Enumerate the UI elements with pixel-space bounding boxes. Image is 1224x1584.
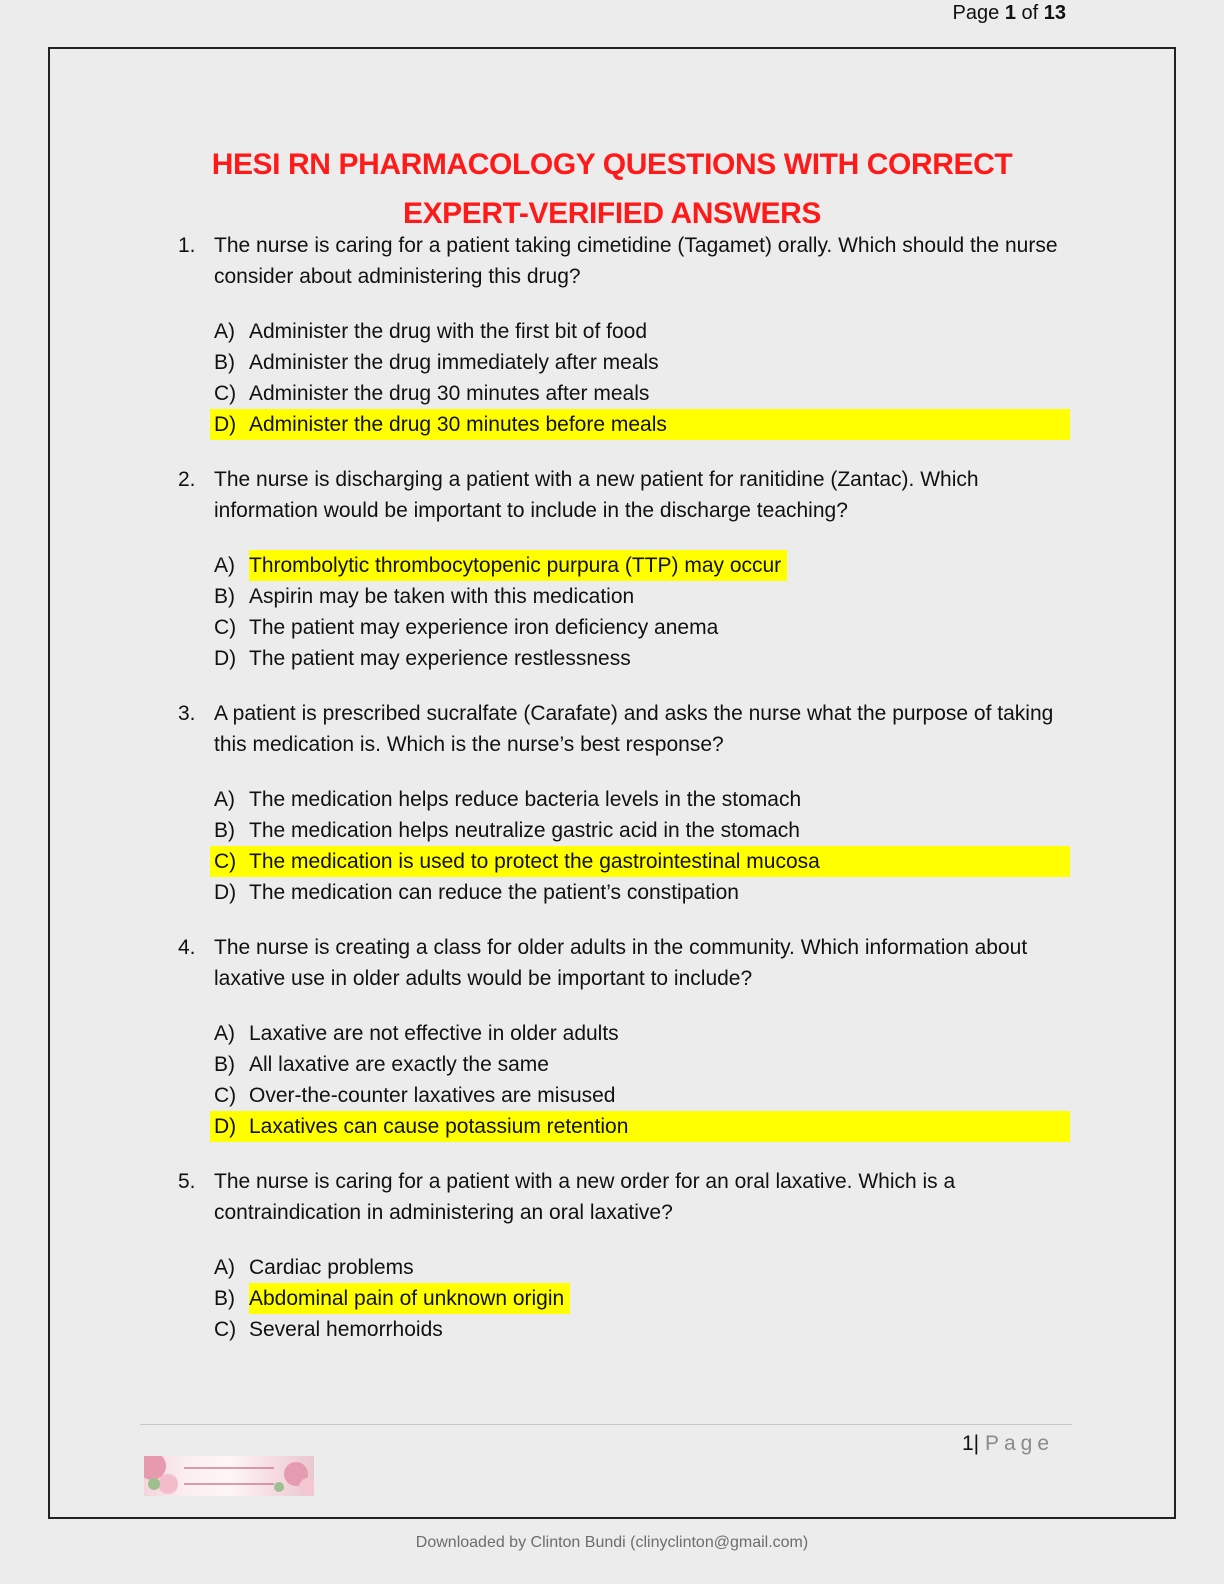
answer-option bbox=[210, 1080, 1078, 1111]
question-text: A patient is prescribed sucralfate (Carafate) and asks the nurse what the purpose of taking this medication is. Which is the nurse’s best response? bbox=[214, 702, 1054, 756]
answer-option bbox=[210, 347, 1078, 378]
answer-option bbox=[210, 316, 1078, 347]
option-text: Administer the drug 30 minutes after meals bbox=[249, 382, 650, 405]
answer-option bbox=[210, 1018, 1078, 1049]
option-text: Several hemorrhoids bbox=[249, 1318, 443, 1341]
answer-option bbox=[210, 612, 1078, 643]
option-letter: C) bbox=[214, 1318, 237, 1341]
question-stem bbox=[178, 932, 1078, 994]
answer-options bbox=[210, 550, 1078, 674]
footer-page-number bbox=[962, 1432, 1054, 1456]
question-number: 1. bbox=[178, 234, 196, 257]
question-list bbox=[178, 230, 1078, 1369]
option-text: Thrombolytic thrombocytopenic purpura (TTP) may occur bbox=[249, 550, 787, 581]
title-line-2: EXPERT-VERIFIED ANSWERS bbox=[402, 197, 822, 230]
page-current: 1 bbox=[1004, 2, 1016, 24]
page-counter bbox=[953, 2, 1066, 25]
question-item bbox=[178, 230, 1078, 440]
option-text: Aspirin may be taken with this medication bbox=[249, 585, 635, 608]
title-line-1: HESI RN PHARMACOLOGY QUESTIONS WITH CORRECT bbox=[211, 148, 1013, 181]
option-text: Abdominal pain of unknown origin bbox=[249, 1283, 570, 1314]
option-letter: A) bbox=[214, 320, 235, 343]
question-item bbox=[178, 932, 1078, 1142]
option-letter: C) bbox=[214, 616, 237, 639]
option-text: The medication is used to protect the gastrointestinal mucosa bbox=[249, 850, 820, 873]
page-of: of bbox=[1021, 2, 1039, 24]
question-item bbox=[178, 1166, 1078, 1345]
question-number: 5. bbox=[178, 1170, 196, 1193]
flower-decoration bbox=[148, 1478, 160, 1490]
option-text: Administer the drug with the first bit of food bbox=[249, 320, 648, 343]
answer-options bbox=[210, 316, 1078, 440]
footer-page-word: Page bbox=[984, 1432, 1054, 1455]
option-text: Administer the drug 30 minutes before meals bbox=[249, 413, 667, 436]
question-item bbox=[178, 698, 1078, 908]
option-text: The patient may experience restlessness bbox=[249, 647, 631, 670]
option-letter: A) bbox=[214, 1256, 235, 1279]
flower-decoration bbox=[299, 1478, 314, 1496]
correct-answer-option bbox=[210, 846, 1070, 877]
option-letter: A) bbox=[214, 554, 235, 577]
download-note: Downloaded by Clinton Bundi (clinyclinton@gmail.com) bbox=[415, 1534, 809, 1551]
answer-option bbox=[210, 1314, 1078, 1345]
question-stem bbox=[178, 1166, 1078, 1228]
flower-decoration bbox=[274, 1482, 284, 1492]
footer-page-digit: 1 bbox=[961, 1432, 974, 1455]
page-label: Page bbox=[952, 2, 1000, 24]
option-letter: A) bbox=[214, 1022, 235, 1045]
option-text: All laxative are exactly the same bbox=[249, 1053, 549, 1076]
option-letter: C) bbox=[214, 1084, 237, 1107]
correct-answer-option bbox=[210, 409, 1070, 440]
option-letter: D) bbox=[214, 1115, 237, 1138]
option-letter: B) bbox=[214, 351, 235, 374]
question-stem bbox=[178, 230, 1078, 292]
answer-option bbox=[210, 643, 1078, 674]
option-letter: D) bbox=[214, 647, 237, 670]
question-text: The nurse is caring for a patient taking cimetidine (Tagamet) orally. Which should the nurse consider about administering this drug? bbox=[214, 234, 1058, 288]
correct-answer-option bbox=[210, 1283, 1078, 1314]
answer-option bbox=[210, 815, 1078, 846]
option-text: Over-the-counter laxatives are misused bbox=[249, 1084, 616, 1107]
question-number: 3. bbox=[178, 702, 196, 725]
answer-option bbox=[210, 581, 1078, 612]
answer-options bbox=[210, 784, 1078, 908]
answer-option bbox=[210, 1252, 1078, 1283]
logo-wordmark bbox=[184, 1467, 274, 1485]
option-letter: B) bbox=[214, 585, 235, 608]
option-letter: A) bbox=[214, 788, 235, 811]
footer-separator: | bbox=[973, 1432, 980, 1455]
answer-option bbox=[210, 784, 1078, 815]
option-letter: B) bbox=[214, 819, 235, 842]
question-text: The nurse is caring for a patient with a new order for an oral laxative. Which is a contraindication in administering an oral laxative? bbox=[214, 1170, 956, 1224]
correct-answer-option bbox=[210, 550, 1078, 581]
footer-divider bbox=[140, 1424, 1072, 1425]
option-text: The medication can reduce the patient’s constipation bbox=[249, 881, 739, 904]
answer-options bbox=[210, 1018, 1078, 1142]
question-stem bbox=[178, 698, 1078, 760]
option-text: Laxatives can cause potassium retention bbox=[249, 1115, 629, 1138]
option-text: Administer the drug immediately after meals bbox=[249, 351, 659, 374]
option-letter: C) bbox=[214, 382, 237, 405]
question-number: 4. bbox=[178, 936, 196, 959]
answer-options bbox=[210, 1252, 1078, 1345]
question-text: The nurse is creating a class for older adults in the community. Which information about laxative use in older adults would be important to include? bbox=[214, 936, 1028, 990]
option-text: The patient may experience iron deficiency anema bbox=[249, 616, 719, 639]
question-text: The nurse is discharging a patient with a new patient for ranitidine (Zantac). Which information would be important to include in the discharge teaching? bbox=[214, 468, 979, 522]
answer-option bbox=[210, 1049, 1078, 1080]
option-letter: D) bbox=[214, 413, 237, 436]
question-number: 2. bbox=[178, 468, 196, 491]
flower-decoration bbox=[158, 1474, 178, 1494]
document-title bbox=[0, 140, 1224, 238]
answer-option bbox=[210, 877, 1078, 908]
option-letter: D) bbox=[214, 881, 237, 904]
option-letter: C) bbox=[214, 850, 237, 873]
brand-logo bbox=[144, 1456, 314, 1496]
question-item bbox=[178, 464, 1078, 674]
correct-answer-option bbox=[210, 1111, 1070, 1142]
option-text: The medication helps reduce bacteria levels in the stomach bbox=[249, 788, 802, 811]
option-letter: B) bbox=[214, 1287, 235, 1310]
option-text: Laxative are not effective in older adults bbox=[249, 1022, 619, 1045]
answer-option bbox=[210, 378, 1078, 409]
page-total: 13 bbox=[1043, 2, 1066, 24]
question-stem bbox=[178, 464, 1078, 526]
option-text: Cardiac problems bbox=[249, 1256, 414, 1279]
option-text: The medication helps neutralize gastric acid in the stomach bbox=[249, 819, 800, 842]
option-letter: B) bbox=[214, 1053, 235, 1076]
